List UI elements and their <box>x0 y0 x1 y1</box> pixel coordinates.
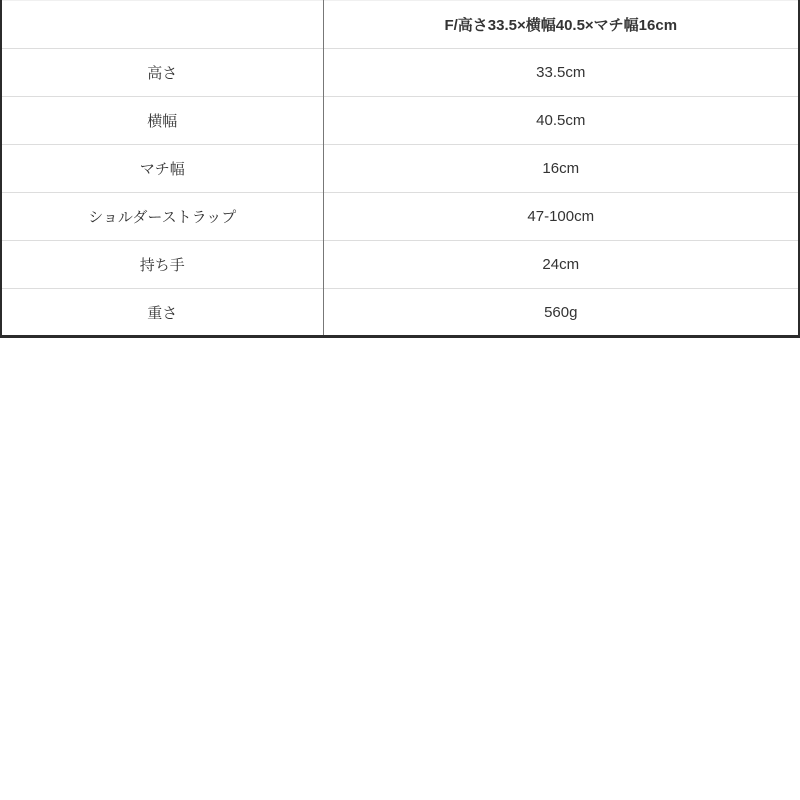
table-row <box>1 145 799 193</box>
row-value-handle: 24cm <box>323 241 799 289</box>
table-row <box>1 97 799 145</box>
row-value-weight: 560g <box>323 289 799 337</box>
row-label-weight: 重さ <box>1 289 323 337</box>
row-value-height: 33.5cm <box>323 49 799 97</box>
row-label-height: 高さ <box>1 49 323 97</box>
row-label-handle: 持ち手 <box>1 241 323 289</box>
size-spec-table <box>0 0 800 338</box>
table-row <box>1 193 799 241</box>
table-header-row <box>1 1 799 49</box>
row-label-width: 横幅 <box>1 97 323 145</box>
row-value-width: 40.5cm <box>323 97 799 145</box>
table-row <box>1 49 799 97</box>
header-empty-cell <box>1 1 323 49</box>
row-value-shoulder-strap: 47-100cm <box>323 193 799 241</box>
header-size-summary: F/高さ33.5×横幅40.5×マチ幅16cm <box>323 1 799 49</box>
row-value-gusset: 16cm <box>323 145 799 193</box>
row-label-shoulder-strap: ショルダーストラップ <box>1 193 323 241</box>
table-row <box>1 241 799 289</box>
table-row <box>1 289 799 337</box>
row-label-gusset: マチ幅 <box>1 145 323 193</box>
